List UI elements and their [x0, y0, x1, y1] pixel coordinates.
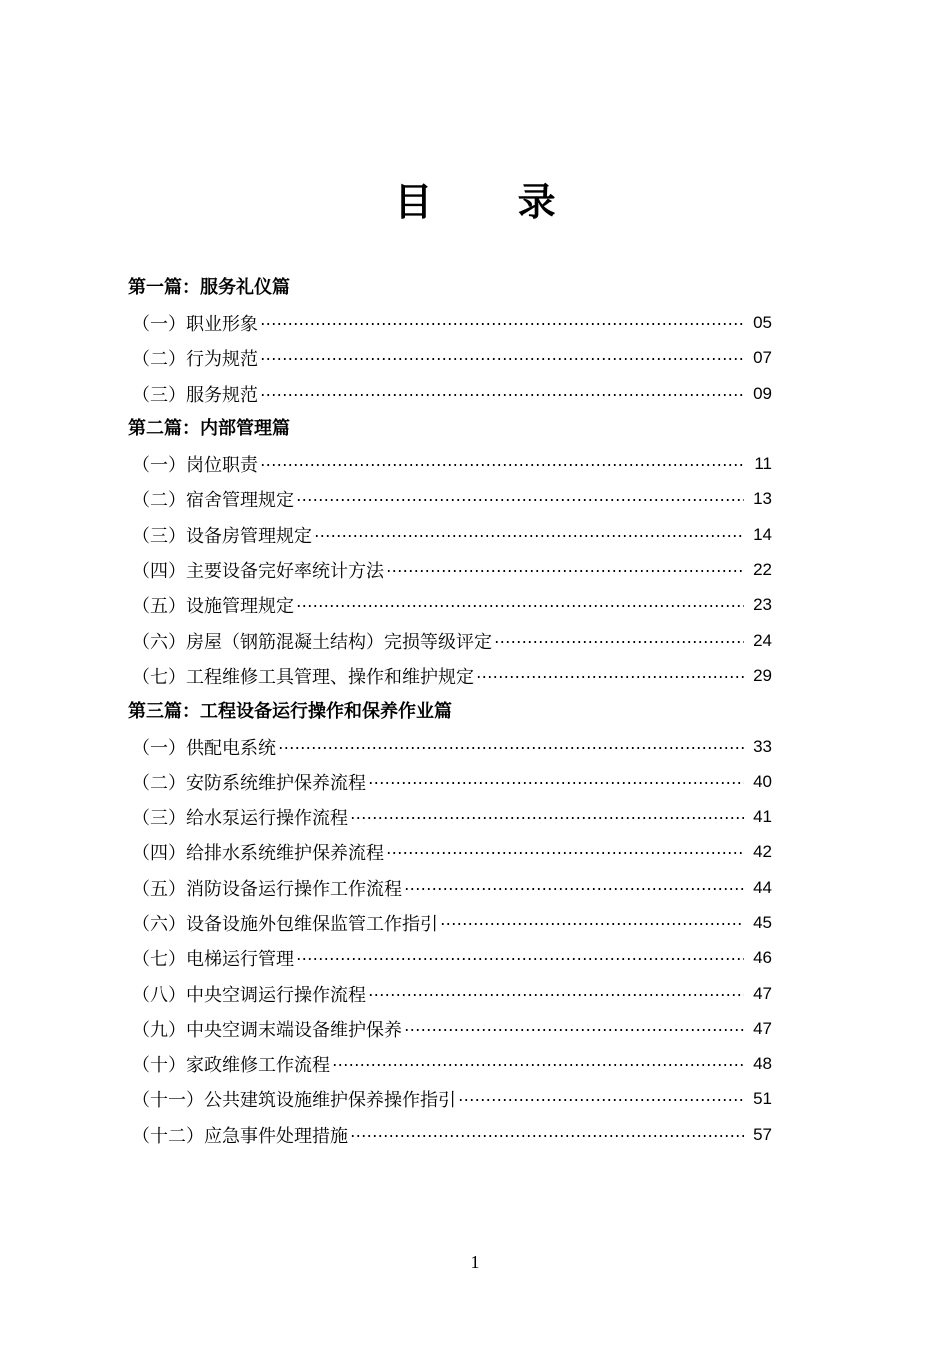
- dot-leader: [314, 535, 744, 537]
- toc-entry-page: 24: [753, 630, 772, 650]
- toc-entry-label: （四）给排水系统维护保养流程: [132, 843, 384, 865]
- toc-entry-label: （九）中央空调末端设备维护保养: [132, 1019, 402, 1041]
- dot-leader: [296, 605, 744, 607]
- toc-entry[interactable]: [128, 976, 772, 1011]
- toc-entry-page: 23: [753, 595, 772, 615]
- toc-entry-page: 07: [753, 348, 772, 368]
- toc-entry-label: （五）设施管理规定: [132, 596, 294, 618]
- toc-entry-label: （六）房屋（钢筋混凝土结构）完损等级评定: [132, 631, 492, 653]
- toc-entry[interactable]: [128, 552, 772, 587]
- toc-entry-page: 40: [753, 771, 772, 791]
- toc-entry[interactable]: [128, 1047, 772, 1082]
- toc-entry[interactable]: [128, 623, 772, 658]
- toc-entry[interactable]: [128, 305, 772, 340]
- toc-entry-page: 29: [753, 665, 772, 685]
- toc-entry-page: 57: [753, 1124, 772, 1144]
- dot-leader: [494, 641, 744, 643]
- dot-leader: [296, 499, 744, 501]
- toc-entry[interactable]: [128, 446, 772, 481]
- toc-entry-page: 05: [753, 312, 772, 332]
- toc-part-heading: 第一篇：服务礼仪篇: [128, 277, 290, 298]
- dot-leader: [260, 323, 744, 325]
- toc-entry[interactable]: [128, 799, 772, 834]
- dot-leader: [332, 1064, 744, 1066]
- toc-entry-page: 45: [753, 912, 772, 932]
- dot-leader: [368, 994, 744, 996]
- dot-leader: [386, 852, 744, 854]
- toc-entry-label: （四）主要设备完好率统计方法: [132, 561, 384, 583]
- toc-entry-label: （七）工程维修工具管理、操作和维护规定: [132, 666, 474, 688]
- dot-leader: [368, 782, 744, 784]
- toc-entry-page: 48: [753, 1054, 772, 1074]
- toc-entry-page: 09: [753, 383, 772, 403]
- toc-entry[interactable]: [128, 1082, 772, 1117]
- toc-entry-label: （一）岗位职责: [132, 455, 258, 477]
- table-of-contents: [128, 270, 772, 1152]
- dot-leader: [404, 888, 744, 890]
- dot-leader: [278, 747, 744, 749]
- toc-entry-label: （一）职业形象: [132, 313, 258, 335]
- toc-entry-label: （二）宿舍管理规定: [132, 490, 294, 512]
- toc-entry-label: （五）消防设备运行操作工作流程: [132, 878, 402, 900]
- footer-page-number: 1: [470, 1252, 480, 1272]
- toc-part-heading: 第三篇：工程设备运行操作和保养作业篇: [128, 700, 452, 722]
- toc-entry-page: 41: [753, 807, 772, 827]
- toc-entry-page: 33: [753, 736, 772, 756]
- dot-leader: [350, 817, 744, 819]
- dot-leader: [476, 676, 744, 678]
- dot-leader: [296, 958, 744, 960]
- dot-leader: [260, 394, 744, 396]
- toc-entry-page: 44: [753, 877, 772, 897]
- dot-leader: [404, 1029, 744, 1031]
- dot-leader: [260, 358, 744, 360]
- toc-entry-label: （十二）应急事件处理措施: [132, 1125, 348, 1147]
- dot-leader: [386, 570, 744, 572]
- toc-entry-label: （一）供配电系统: [132, 737, 276, 759]
- toc-entry[interactable]: [128, 517, 772, 552]
- toc-entry-label: （八）中央空调运行操作流程: [132, 984, 366, 1006]
- toc-entry-label: （十一）公共建筑设施维护保养操作指引: [132, 1090, 456, 1112]
- toc-entry[interactable]: [128, 729, 772, 764]
- dot-leader: [440, 923, 744, 925]
- toc-entry[interactable]: [128, 905, 772, 940]
- toc-entry-label: （二）安防系统维护保养流程: [132, 772, 366, 794]
- toc-entry[interactable]: [128, 376, 772, 411]
- dot-leader: [260, 464, 744, 466]
- toc-entry[interactable]: [128, 835, 772, 870]
- toc-entry[interactable]: [128, 1011, 772, 1046]
- toc-entry-page: 47: [753, 1018, 772, 1038]
- toc-entry-page: 11: [754, 454, 772, 474]
- toc-entry-page: 22: [753, 560, 772, 580]
- toc-entry-page: 13: [753, 489, 772, 509]
- toc-entry-label: （三）服务规范: [132, 384, 258, 406]
- toc-entry[interactable]: [128, 870, 772, 905]
- toc-entry-label: （三）设备房管理规定: [132, 525, 312, 547]
- toc-entry[interactable]: [128, 658, 772, 693]
- page-title: 目 录: [394, 180, 592, 224]
- toc-entry[interactable]: [128, 341, 772, 376]
- dot-leader: [350, 1135, 744, 1137]
- toc-part-heading: 第二篇：内部管理篇: [128, 418, 290, 440]
- toc-entry[interactable]: [128, 764, 772, 799]
- toc-entry-page: 47: [753, 983, 772, 1003]
- toc-entry-label: （六）设备设施外包维保监管工作指引: [132, 913, 438, 935]
- toc-entry[interactable]: [128, 588, 772, 623]
- toc-entry-label: （二）行为规范: [132, 349, 258, 371]
- toc-entry[interactable]: [128, 1117, 772, 1152]
- toc-entry-page: 46: [753, 948, 772, 968]
- dot-leader: [458, 1099, 744, 1101]
- toc-entry-label: （七）电梯运行管理: [132, 949, 294, 971]
- toc-entry-page: 14: [753, 524, 772, 544]
- toc-entry-label: （三）给水泵运行操作流程: [132, 808, 348, 830]
- toc-entry-label: （十）家政维修工作流程: [132, 1055, 330, 1077]
- toc-entry[interactable]: [128, 941, 772, 976]
- toc-entry-page: 42: [753, 842, 772, 862]
- toc-entry[interactable]: [128, 482, 772, 517]
- toc-entry-page: 51: [753, 1089, 772, 1109]
